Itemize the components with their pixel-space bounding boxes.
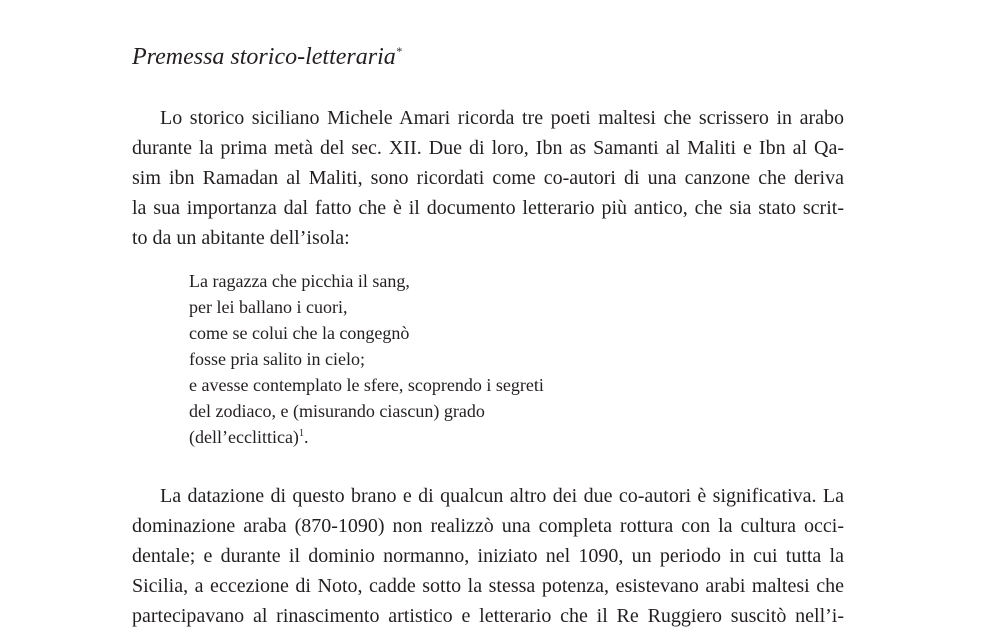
paragraph-line: la sua importanza dal fatto che è il documento letterario più antico, che sia stato scrit- xyxy=(132,197,844,219)
paragraph-line: La datazione di questo brano e di qualcun altro dei due co-autori è significativa. La xyxy=(160,485,844,507)
paragraph-line: Lo storico siciliano Michele Amari ricorda tre poeti maltesi che scrissero in arabo xyxy=(160,107,844,129)
verse-line: fosse pria salito in cielo; xyxy=(189,349,365,369)
verse-final-period: . xyxy=(303,427,309,447)
paragraph-line: durante la prima metà del sec. XII. Due di loro, Ibn as Samanti al Maliti e Ibn al Qa- xyxy=(132,137,844,159)
verse-line-text: (dell’ecclittica) xyxy=(189,427,299,447)
paragraph-line: partecipavano al rinascimento artistico e letterario che il Re Ruggiero suscitò nell’i- xyxy=(132,605,844,627)
paragraph-line: sim ibn Ramadan al Maliti, sono ricordati come co-autori di una canzone che deriva xyxy=(132,167,844,189)
paragraph-line: to da un abitante dell’isola: xyxy=(132,227,350,249)
section-title: Premessa storico-letteraria xyxy=(132,44,396,70)
verse-line: La ragazza che picchia il sang, xyxy=(189,271,410,291)
verse-line: e avesse contemplato le sfere, scoprendo i segreti xyxy=(189,375,544,395)
verse-line: del zodiaco, e (misurando ciascun) grado xyxy=(189,401,485,421)
heading-note-mark: * xyxy=(395,44,402,58)
footnote-mark: 1 xyxy=(298,428,304,439)
paragraph-line: dominazione araba (870-1090) non realizzò una completa rottura con la cultura occi- xyxy=(132,515,844,537)
verse-line-last xyxy=(189,424,544,450)
verse-line: come se colui che la congegnò xyxy=(189,323,410,343)
paragraph-line: dentale; e durante il dominio normanno, iniziato nel 1090, un periodo in cui tutta la xyxy=(132,545,844,567)
paragraph-intro xyxy=(132,103,844,253)
verse-line: per lei ballano i cuori, xyxy=(189,297,348,317)
verse-quote xyxy=(189,268,544,450)
section-heading xyxy=(132,42,402,72)
paragraph-dating xyxy=(132,481,844,631)
paragraph-line: Sicilia, a eccezione di Noto, cadde sotto la stessa potenza, esistevano arabi maltesi che xyxy=(132,575,844,597)
